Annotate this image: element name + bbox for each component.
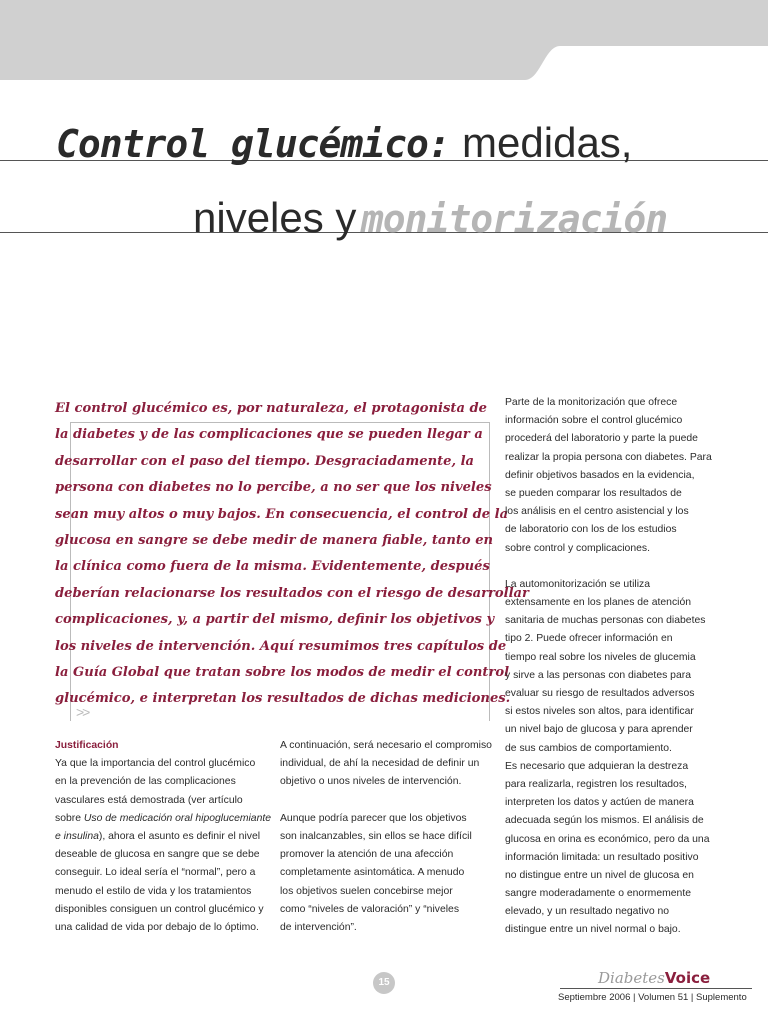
col3-line: extensamente en los planes de atención bbox=[505, 597, 692, 609]
title-bold: Control glucémico: bbox=[56, 122, 450, 166]
intro-line: complicaciones, y, a partir del mismo, definir los objetivos y bbox=[55, 612, 495, 628]
col2-line: completamente asintomática. A menudo bbox=[280, 867, 465, 879]
column-2 bbox=[280, 737, 492, 937]
col2-line: Aunque podría parecer que los objetivos bbox=[280, 812, 467, 824]
intro-line: glucosa en sangre se debe medir de manera fiable, tanto en bbox=[55, 532, 494, 548]
col3-line: adecuada según los mismos. El análisis de bbox=[505, 815, 704, 827]
continue-arrows: >> bbox=[76, 704, 89, 720]
col1-line: Ya que la importancia del control glucémico bbox=[55, 758, 256, 770]
col3-line: tiempo real sobre los niveles de glucemia bbox=[505, 651, 696, 663]
col3-line: procederá del laboratorio y parte la puede bbox=[505, 433, 698, 445]
col3-line: glucosa en orina es económico, pero da una bbox=[505, 833, 710, 845]
col2-line: los objetivos suelen concebirse mejor bbox=[280, 885, 453, 897]
col3-line: se pueden comparar los resultados de bbox=[505, 487, 682, 499]
col3-line: sobre control y complicaciones. bbox=[505, 542, 650, 554]
col3-line: si estos niveles son altos, para identificar bbox=[505, 706, 694, 718]
col1-line: menudo el estilo de vida y los tratamientos bbox=[55, 885, 252, 897]
intro-line: glucémico, e interpretan los resultados de dichas mediciones. bbox=[55, 691, 511, 707]
column-1 bbox=[55, 737, 271, 937]
col3-line: los análisis en el centro asistencial y los bbox=[505, 506, 689, 518]
issue-info: Septiembre 2006 | Volumen 51 | Suplemento bbox=[558, 992, 747, 1003]
col2-line: como “niveles de valoración” y “niveles bbox=[280, 903, 460, 915]
intro-line: desarrollar con el paso del tiempo. Desgraciadamente, la bbox=[55, 453, 475, 469]
col3-line: tipo 2. Puede ofrecer información en bbox=[505, 633, 673, 645]
title2-grey: monitorización bbox=[360, 197, 668, 241]
col1-line: una calidad de vida por debajo de lo óptimo. bbox=[55, 921, 259, 933]
col3-line: de sus cambios de comportamiento. bbox=[505, 742, 672, 754]
brand-voice: Voice bbox=[664, 969, 711, 987]
col3-line: Es necesario que adquieran la destreza bbox=[505, 760, 689, 772]
col3-line: distingue entre un nivel normal o bajo. bbox=[505, 924, 681, 936]
col2-line: son inalcanzables, sin ellos se hace difícil bbox=[280, 830, 472, 842]
page-title-line1 bbox=[56, 118, 632, 168]
col3-line: para realizarla, registren los resultados, bbox=[505, 778, 687, 790]
intro-line: la clínica como fuera de la misma. Evidentemente, después bbox=[55, 559, 490, 575]
col3-line: realizar la propia persona con diabetes. Para bbox=[505, 451, 712, 463]
col1-line: deseable de glucosa en sangre que se debe bbox=[55, 849, 260, 861]
page-number-badge: 15 bbox=[373, 972, 395, 994]
col1-line: disponibles consiguen un control glucémico y bbox=[55, 903, 264, 915]
intro-line: los niveles de intervención. Aquí resumimos tres capítulos de bbox=[55, 638, 507, 654]
col1-line: conseguir. Lo ideal sería el “normal”, pero a bbox=[55, 867, 256, 879]
col3-line: de laboratorio con los de los estudios bbox=[505, 524, 677, 536]
title2-light: niveles y bbox=[193, 194, 357, 241]
intro-line: El control glucémico es, por naturaleza, el protagonista de bbox=[55, 401, 487, 416]
intro-line: la Guía Global que tratan sobre los modos de medir el control bbox=[55, 664, 510, 680]
intro-line: deberían relacionarse los resultados con el riesgo de desarrollar bbox=[55, 585, 529, 601]
col2-line: promover la atención de una afección bbox=[280, 849, 454, 861]
col3-line: información limitada: un resultado positivo bbox=[505, 851, 699, 863]
col2-line: A continuación, será necesario el compromiso bbox=[280, 740, 492, 751]
col3-line: definir objetivos basados en la evidencia, bbox=[505, 469, 695, 481]
col3-line: información sobre el control glucémico bbox=[505, 415, 683, 427]
col3-line: un nivel bajo de glucosa y para aprender bbox=[505, 724, 693, 736]
paragraph-gap bbox=[280, 792, 492, 810]
col3-line: y sirve a las personas con diabetes para bbox=[505, 669, 691, 681]
intro-line: la diabetes y de las complicaciones que se pueden llegar a bbox=[55, 427, 483, 443]
col2-line: individual, de ahí la necesidad de definir un bbox=[280, 758, 480, 770]
intro-paragraph bbox=[55, 396, 529, 713]
page-title-line2 bbox=[193, 194, 667, 242]
col3-line: elevado, y un resultado negativo no bbox=[505, 906, 670, 918]
col1-line: en la prevención de las complicaciones bbox=[55, 776, 236, 788]
intro-line: sean muy altos o muy bajos. En consecuencia, el control de la bbox=[55, 506, 509, 522]
col3-line: evaluar su riesgo de resultados adversos bbox=[505, 688, 695, 699]
article-reference: Uso de medicación oral hipoglucemiante bbox=[83, 812, 272, 824]
footer-rule bbox=[560, 988, 752, 989]
brand-diabetes: Diabetes bbox=[598, 969, 665, 987]
col3-line: sangre moderadamente o enormemente bbox=[505, 888, 691, 900]
title-light: medidas, bbox=[462, 119, 633, 166]
col3-line: sanitaria de muchas personas con diabetes bbox=[505, 615, 706, 627]
paragraph-gap bbox=[505, 558, 712, 576]
intro-line: persona con diabetes no lo percibe, a no ser que los niveles bbox=[55, 480, 492, 496]
col1-line: vasculares está demostrada (ver artículo bbox=[55, 794, 243, 806]
col3-line: La automonitorización se utiliza bbox=[505, 578, 650, 590]
col1-line: e insulina), ahora el asunto es definir el nivel bbox=[55, 830, 261, 842]
col2-line: de intervención”. bbox=[280, 921, 357, 933]
col3-line: Parte de la monitorización que ofrece bbox=[505, 397, 678, 408]
col3-line: interpreten los datos y actúen de manera bbox=[505, 797, 694, 809]
col1-line: sobre Uso de medicación oral hipoglucemiante bbox=[55, 812, 272, 824]
col3-line: no distingue entre un nivel de glucosa en bbox=[505, 869, 694, 881]
col2-line: objetivo o unos niveles de intervención. bbox=[280, 776, 462, 788]
brand-logo bbox=[598, 969, 710, 988]
section-heading: Justificación bbox=[55, 740, 119, 751]
header-band bbox=[0, 0, 768, 80]
column-3 bbox=[505, 394, 712, 940]
